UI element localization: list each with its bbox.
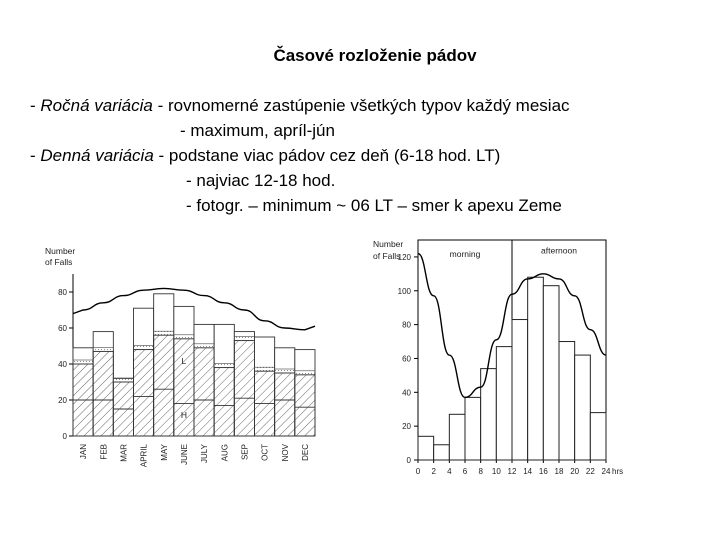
hour-bar xyxy=(434,445,450,460)
bar-band xyxy=(93,347,113,351)
x-tick-label: 4 xyxy=(447,467,452,476)
x-tick-label: 20 xyxy=(570,467,580,476)
y-tick-label: 40 xyxy=(402,388,411,398)
hour-bar xyxy=(465,397,481,460)
hour-bar xyxy=(481,369,497,460)
hour-bar xyxy=(528,277,544,460)
bar-band xyxy=(73,360,93,364)
x-tick-label: DEC xyxy=(300,444,310,461)
bar-band xyxy=(295,371,315,375)
text-line-1: - Ročná variácia - rovnomerné zastúpenie všetkých typov každý mesiac xyxy=(30,96,570,115)
bar-band xyxy=(154,331,174,335)
x-tick-label: SEP xyxy=(240,444,250,461)
bar-hatched xyxy=(275,373,295,436)
x-tick-label: 6 xyxy=(462,467,468,476)
hour-bar xyxy=(590,413,606,460)
x-tick-label: AUG xyxy=(220,444,230,462)
x-tick-label: NOV xyxy=(280,444,290,462)
x-tick-label: 0 xyxy=(415,467,421,476)
morning-label: morning xyxy=(449,248,481,259)
y-tick-label: 20 xyxy=(58,396,67,405)
x-tick-label: JUNE xyxy=(179,444,189,465)
bar-hatched xyxy=(174,339,194,436)
y-tick-label: 100 xyxy=(397,286,411,296)
x-tick-label: 8 xyxy=(478,467,483,476)
bar-hatched xyxy=(194,348,214,436)
y-tick-label: 60 xyxy=(402,354,411,364)
bar-hatched xyxy=(154,335,174,436)
bar-hatched xyxy=(214,368,234,436)
text-line-5: - fotogr. – minimum ~ 06 LT – smer k apexu Zeme xyxy=(186,196,562,215)
text-line-3: - Denná variácia - podstane viac pádov cez deň (6-18 hod. LT) xyxy=(30,146,501,165)
bar-band xyxy=(113,378,133,382)
hour-bar xyxy=(418,436,434,460)
inner-label-l: L xyxy=(181,356,187,366)
x-tick-label: MAR xyxy=(119,444,129,462)
bar-band xyxy=(234,337,254,341)
hour-bar xyxy=(575,355,591,460)
annual-falls-chart xyxy=(25,240,325,495)
y-axis-label-line1: Number xyxy=(373,239,404,249)
x-tick-label: APRIL xyxy=(139,444,149,468)
hour-bar xyxy=(543,286,559,460)
bar-band xyxy=(174,335,194,339)
y-tick-label: 0 xyxy=(406,456,411,465)
x-unit-label: hrs xyxy=(612,467,624,476)
bar-hatched xyxy=(234,341,254,436)
bar-hatched xyxy=(134,350,154,436)
y-axis-label-line2: of Falls xyxy=(373,251,401,261)
bar-band xyxy=(214,364,234,368)
x-tick-label: 16 xyxy=(538,467,548,476)
y-axis-label-line1: Number xyxy=(45,246,76,256)
text-line-2: - maximum, apríl-jún xyxy=(180,121,335,140)
bar-hatched xyxy=(93,351,113,436)
afternoon-label: afternoon xyxy=(541,245,577,256)
x-tick-label: 10 xyxy=(491,467,501,476)
hour-bar xyxy=(559,342,575,460)
diurnal-falls-chart xyxy=(368,235,648,485)
x-tick-label: 12 xyxy=(507,467,517,476)
y-tick-label: 80 xyxy=(58,288,67,297)
x-tick-label: 18 xyxy=(554,467,564,476)
x-tick-label: MAY xyxy=(159,444,169,461)
y-tick-label: 40 xyxy=(58,360,67,369)
x-tick-label: FEB xyxy=(99,444,109,460)
inner-label-h: H xyxy=(180,410,187,420)
hour-bar xyxy=(496,347,512,460)
x-tick-label: JAN xyxy=(79,444,89,460)
y-tick-label: 20 xyxy=(402,422,411,432)
x-tick-label: 22 xyxy=(585,467,595,476)
x-tick-label: 2 xyxy=(431,467,436,476)
bar-band xyxy=(194,344,214,348)
slide-title: Časové rozloženie pádov xyxy=(273,46,477,65)
bar-band xyxy=(255,367,275,371)
x-tick-label: OCT xyxy=(260,444,270,461)
bar-band xyxy=(275,369,295,373)
hour-bar xyxy=(512,320,528,460)
y-tick-label: 120 xyxy=(397,252,411,262)
x-tick-label: 24 xyxy=(601,467,611,476)
bar-band xyxy=(134,346,154,350)
y-axis-label-line2: of Falls xyxy=(45,257,73,267)
hour-bar xyxy=(449,414,465,460)
x-tick-label: 14 xyxy=(523,467,533,476)
text-line-4: - najviac 12-18 hod. xyxy=(186,171,336,190)
y-tick-label: 60 xyxy=(58,324,67,333)
x-tick-label: JULY xyxy=(200,444,210,463)
bar-hatched xyxy=(295,375,315,436)
y-tick-label: 0 xyxy=(62,432,67,441)
y-tick-label: 80 xyxy=(402,320,411,330)
